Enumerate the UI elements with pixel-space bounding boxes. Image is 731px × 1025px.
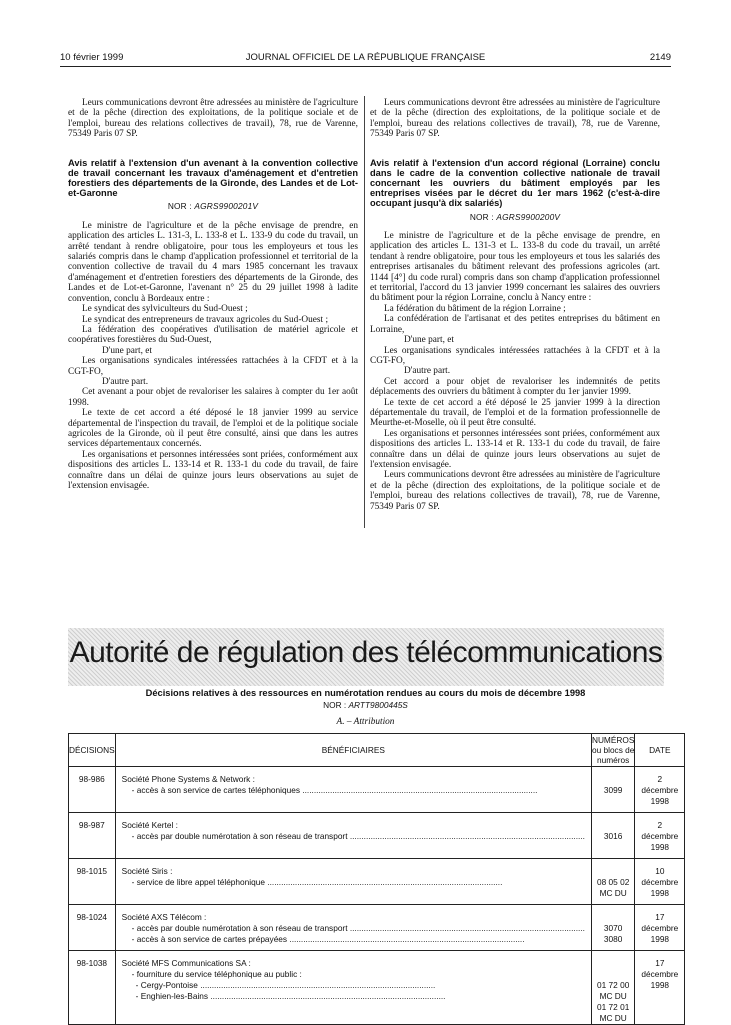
header-date: DATE [635, 734, 685, 767]
number-block: 08 05 02 MC DU [597, 877, 630, 898]
right-paragraph: Le ministre de l'agriculture et de la pêche envisage de prendre, en application des articles L. 131-3 et L. 133-8 du code du travail, un arrêté tendant à rendre obligatoire, pour tous les employeurs et tous les salariés des entreprises artisanales du bâtiment relevant des professions agricoles (art. 1144 [4°] du code rural) compris dans son champ d'application professionnel et territorial, l'accord du 13 janvier 1999 concernant les salaires des ouvriers du bâtiment pour la région Lorraine, conclu à Nancy entre : [370, 231, 660, 304]
right-paragraph: Cet accord a pour objet de revaloriser les indemnités de petits déplacements des ouvriers du bâtiment à compter du 1er janvier 1999. [370, 376, 660, 398]
beneficiary-item: - accès à son service de cartes téléphoniques ..... [122, 785, 585, 796]
left-paragraph: Le texte de cet accord a été déposé le 18 janvier 1999 au service départemental de l'inspection du travail, de l'emploi et de la politique sociale agricoles de la Gironde, où il peut être consulté, ainsi que dans les autres services départementaux concernés. [68, 408, 358, 450]
beneficiary-name: Société AXS Télécom : [121, 912, 207, 922]
decision-date: 2 décembre 1998 [641, 820, 679, 852]
right-paragraph: La fédération du bâtiment de la région Lorraine ; [384, 303, 566, 314]
section-banner-title: Autorité de régulation des télécommunications [69, 636, 663, 669]
decision-id: 98-1024 [76, 912, 108, 922]
decision-id: 98-1038 [76, 958, 108, 968]
right-intro: Leurs communications devront être adressées au ministère de l'agriculture et de la pêche (direction des exploitations, de la politique sociale et de l'emploi, bureau des relations collectives de travail), 78, rue de Varenne, 75349 Paris 07 SP. [370, 98, 660, 140]
beneficiary-item: - Cergy-Pontoise ..... [122, 980, 585, 991]
beneficiary-item: - accès à son service de cartes prépayées ..... [122, 934, 585, 945]
right-paragraph: Les organisations syndicales intéressées rattachées à la CFDT et à la CGT-FO, [370, 345, 660, 366]
decision-id: 98-1015 [76, 866, 108, 876]
header-beneficiaires: BÉNÉFICIAIRES [115, 734, 591, 767]
right-paragraph: Leurs communications devront être adressées au ministère de l'agriculture et de la pêche (direction des exploitations, de la politique sociale et de l'emploi, bureau des relations collectives de travail), 78, rue de Varenne, 75349 Paris 07 SP. [370, 470, 660, 512]
section-banner [68, 628, 664, 686]
number-block: 3016 [603, 831, 623, 841]
running-header [60, 52, 671, 66]
right-paragraph: Les organisations et personnes intéressées sont priées, conformément aux dispositions des articles L. 133-14 et R. 133-1 du code du travail, de faire connaître dans un délai de quinze jours leurs observations au sujet de l'extension envisagée. [370, 428, 660, 470]
left-paragraph: Le syndicat des entrepreneurs de travaux agricoles du Sud-Ouest ; [82, 314, 329, 325]
table-row [69, 905, 685, 951]
left-intro: Leurs communications devront être adressées au ministère de l'agriculture et de la pêche (direction des exploitations, de la politique sociale et de l'emploi, bureau des relations collectives de travail), 78, rue de Varenne, 75349 Paris 07 SP. [68, 98, 358, 140]
left-nor: NOR : AGRS9900201V [167, 201, 259, 212]
number-block: 3099 [603, 785, 623, 795]
right-paragraph: La confédération de l'artisanat et des petites entreprises du bâtiment en Lorraine, [370, 314, 660, 335]
decisions-title: Décisions relatives à des ressources en numérotation rendues au cours du mois de décembre 1998 [145, 688, 586, 698]
decisions-nor: NOR : ARTT9800445S [323, 700, 408, 710]
decision-date: 17 décembre 1998 [641, 958, 679, 990]
number-block: 01 72 01 MC DU [597, 1002, 630, 1023]
left-paragraph: La fédération des coopératives d'utilisation de matériel agricole et coopératives forestières du Sud-Ouest, [68, 324, 358, 346]
column-separator [364, 96, 365, 528]
decision-date: 10 décembre 1998 [641, 866, 679, 898]
left-paragraph: Cet avenant a pour objet de revaloriser les salaires à compter du 1er août 1998. [68, 387, 358, 408]
header-page-number: 2149 [649, 52, 671, 63]
left-column [68, 98, 358, 491]
right-paragraph: Le texte de cet accord a été déposé le 25 janvier 1999 à la direction départementale du travail, de l'emploi et de la formation professionnelle de Meurthe-et-Moselle, où il peut être consulté. [370, 397, 660, 429]
table-row [69, 767, 685, 813]
left-paragraph: Le ministre de l'agriculture et de la pêche envisage de prendre, en application des articles L. 131-3, L. 133-8 et L. 133-9 du code du travail, un arrêté tendant à rendre obligatoire, pour tous les employeurs et tous les salariés compris dans le champ d'application professionnel et territorial de la convention collective de travail du 4 mars 1985 concernant les travaux d'aménagement et d'entretien forestiers des départements de la Gironde, des Landes et de Lot-et-Garonne, l'avenant n° 25 du 29 juillet 1998 à ladite convention, conclu à Bordeaux entre : [68, 220, 358, 304]
table-row [69, 951, 685, 1025]
beneficiary-item: - Enghien-les-Bains ..... [122, 991, 585, 1002]
left-paragraph: Les organisations syndicales intéressées rattachées à la CFDT et à la CGT-FO, [68, 356, 358, 377]
beneficiary-item: - accès par double numérotation à son réseau de transport ..... [122, 923, 585, 934]
header-date: 10 février 1999 [60, 52, 124, 63]
header-rule [60, 66, 671, 67]
beneficiary-item: - fourniture du service téléphonique au public : [131, 969, 302, 979]
number-block: 3070 [603, 923, 623, 933]
beneficiary-name: Société Siris : [121, 866, 173, 876]
decision-date: 17 décembre 1998 [641, 912, 679, 944]
header-journal-title: JOURNAL OFFICIEL DE LA RÉPUBLIQUE FRANÇAISE [245, 52, 486, 63]
decision-date: 2 décembre 1998 [641, 774, 679, 806]
left-paragraph: Le syndicat des sylviculteurs du Sud-Ouest ; [82, 304, 248, 315]
right-notice-title: Avis relatif à l'extension d'un accord régional (Lorraine) conclu dans le cadre de la convention collective nationale de travail concernant les ouvriers du bâtiment employés par les entreprises visées par le décret du 1er mars 1962 (c'est-à-dire occupant jusqu'à dix salariés) [370, 157, 660, 209]
left-notice-title: Avis relatif à l'extension d'un avenant à la convention collective de travail concernant les travaux d'aménagement et d'entretien forestiers des départements de la Gironde, des Landes et de Lot-et-Garonne [68, 157, 358, 199]
decision-id: 98-986 [78, 774, 105, 784]
right-paragraph: D'autre part. [404, 366, 451, 377]
right-paragraph: D'une part, et [404, 335, 454, 346]
table-row [69, 859, 685, 905]
beneficiary-name: Société Kertel : [121, 820, 178, 830]
right-nor: NOR : AGRS9900200V [469, 211, 561, 222]
decision-id: 98-987 [78, 820, 105, 830]
beneficiary-item: - service de libre appel téléphonique ..... [122, 877, 585, 888]
header-decisions: DÉCISIONS [69, 734, 116, 767]
left-paragraph: D'autre part. [102, 376, 149, 387]
right-column [370, 98, 660, 512]
number-block: 3080 [603, 934, 623, 944]
left-paragraph: D'une part, et [102, 345, 152, 356]
header-numeros: NUMÉROS ou blocs de numéros [591, 735, 635, 765]
beneficiary-item: - accès par double numérotation à son réseau de transport ..... [122, 831, 585, 842]
decisions-subtitle: A. – Attribution [336, 717, 395, 727]
decisions-table [68, 733, 685, 1025]
table-header-row [69, 734, 685, 767]
left-paragraph: Les organisations et personnes intéressées sont priées, conformément aux dispositions des articles L. 133-14 et R. 133-1 du code du travail, de faire connaître dans un délai de quinze jours leurs observations au sujet de l'extension envisagée. [68, 449, 358, 491]
table-row [69, 813, 685, 859]
beneficiary-name: Société Phone Systems & Network : [121, 774, 255, 784]
beneficiary-name: Société MFS Communications SA : [121, 958, 251, 968]
number-block: 01 72 00 MC DU [597, 980, 630, 1001]
